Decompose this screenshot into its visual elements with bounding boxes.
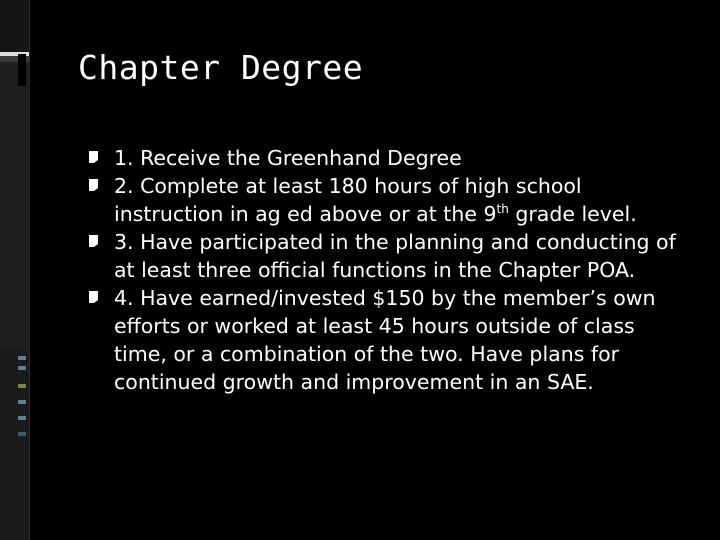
bullet-item-3: [88, 228, 676, 284]
strip-accent-tick: [18, 384, 26, 388]
bullet-text: 1. Receive the Greenhand Degree: [114, 146, 462, 170]
strip-title-marker: [18, 54, 26, 86]
strip-accent-tick: [18, 416, 26, 420]
bullet-list: [88, 144, 676, 396]
square-bullet-icon: [88, 150, 102, 166]
strip-accent-tick: [18, 366, 26, 370]
bullet-text: 4. Have earned/invested $150 by the member’s own efforts or worked at least 45 hours outside of class time, or a combination of the two. Have plans for continued growth and improvement in an SAE.: [114, 286, 656, 394]
square-bullet-icon: [88, 234, 102, 250]
strip-top-block: [0, 0, 29, 52]
strip-accent-tick: [18, 356, 26, 360]
square-bullet-icon: [88, 290, 102, 306]
bullet-item-2: [88, 172, 676, 228]
bullet-text: 2. Complete at least 180 hours of high school instruction in ag ed above or at the 9: [114, 174, 582, 226]
strip-accent-tick: [18, 400, 26, 404]
square-bullet-icon: [88, 178, 102, 194]
strip-divider: [29, 0, 30, 540]
bullet-text-continued: grade level.: [508, 202, 637, 226]
left-decorative-strip: [0, 0, 29, 540]
strip-accent-tick: [18, 432, 26, 436]
bullet-item-1: [88, 144, 676, 172]
strip-bottom-block: [0, 350, 29, 540]
bullet-item-4: [88, 284, 676, 396]
slide-title: Chapter Degree: [78, 48, 364, 87]
bullet-text: 3. Have participated in the planning and conducting of at least three official functions in the Chapter POA.: [114, 230, 676, 282]
bullet-superscript: th: [496, 202, 509, 216]
strip-middle-block: [0, 62, 29, 350]
